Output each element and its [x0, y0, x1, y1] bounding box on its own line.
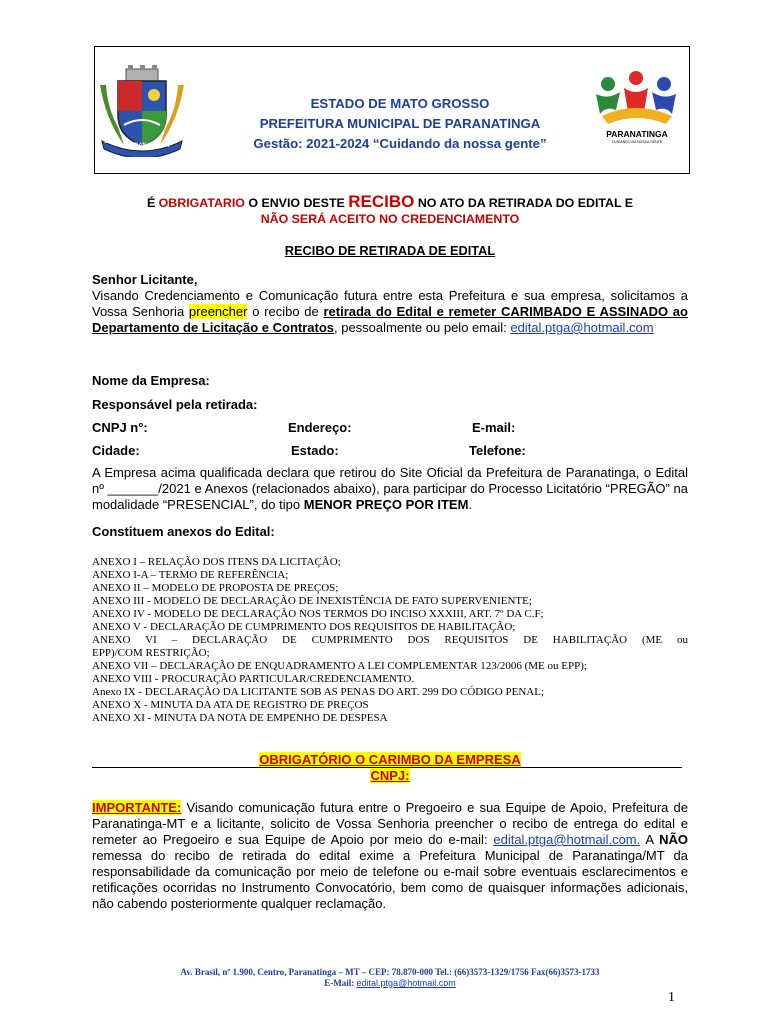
- important-text: A: [640, 832, 660, 847]
- footer-email-line: [92, 978, 688, 988]
- list-item: ANEXO V - DECLARAÇÃO DE CUMPRIMENTO DOS REQUISITOS DE HABILITAÇÃO;: [92, 621, 516, 633]
- warning-text: É: [146, 196, 156, 210]
- intro-instruction: retirada do Edital e remeter CARIMBADO E ASSINADO ao Departamento de Licitação e Contratos: [92, 304, 688, 335]
- list-item: ANEXO VI – DECLARAÇÃO DE CUMPRIMENTO DOS REQUISITOS DE HABILITAÇÃO (ME ou: [92, 634, 688, 646]
- crest-year-left: 1964: [104, 139, 116, 145]
- footer-email-label: E-Mail:: [324, 978, 355, 988]
- intro-text: Visando Credenciamento e Comunicação futura entre esta Prefeitura e sua empresa, solicitamos a Vossa Senhoria: [92, 288, 688, 319]
- stamp-cnpj-heading: [92, 768, 688, 783]
- list-item: Anexo IX - DECLARAÇÃO DA LICITANTE SOB AS PENAS DO ART. 299 DO CÓDIGO PENAL;: [92, 686, 545, 698]
- warning-text: NO ATO DA RETIRADA DO EDITAL E: [417, 196, 634, 210]
- footer-email-link[interactable]: edital.ptga@hotmail.com: [356, 978, 456, 988]
- warning-line-1: [92, 192, 688, 212]
- stamp-required-heading: [92, 752, 688, 767]
- warning-obrigatario: OBRIGATARIO: [158, 196, 245, 210]
- list-item: ANEXO XI - MINUTA DA NOTA DE EMPENHO DE DESPESA: [92, 712, 388, 724]
- list-item: ANEXO III - MODELO DE DECLARAÇÃO DE INEXISTÊNCIA DE FATO SUPERVENIENTE;: [92, 595, 532, 607]
- intro-paragraph: [92, 288, 688, 336]
- administration-motto: Gestão: 2021-2024 “Cuidando da nossa gente”: [253, 136, 547, 151]
- important-paragraph: [92, 800, 688, 912]
- field-state: Estado:: [291, 443, 339, 458]
- crest-year-right: 1979: [166, 139, 178, 145]
- important-nao: NÃO: [659, 832, 688, 847]
- declaration-text: .: [468, 497, 473, 512]
- field-cnpj: CNPJ n°:: [92, 420, 148, 435]
- intro-text: , pessoalmente ou pelo email:: [334, 320, 507, 335]
- city-hall-name: PREFEITURA MUNICIPAL DE PARANATINGA: [259, 116, 541, 131]
- list-item: ANEXO VIII - PROCURAÇÃO PARTICULAR/CREDENCIAMENTO.: [92, 673, 415, 685]
- warning-line-2: NÃO SERÁ ACEITO NO CREDENCIAMENTO: [260, 212, 520, 226]
- intro-text: o recibo de: [252, 304, 319, 319]
- intro-email-link[interactable]: edital.ptga@hotmail.com: [510, 320, 654, 335]
- list-item: ANEXO X - MINUTA DA ATA DE REGISTRO DE PREÇOS: [92, 699, 369, 711]
- field-phone: Telefone:: [469, 443, 526, 458]
- field-company-name: Nome da Empresa:: [92, 373, 210, 388]
- field-email: E-mail:: [472, 420, 516, 435]
- declaration-criteria: MENOR PREÇO POR ITEM: [303, 497, 469, 512]
- field-responsible: Responsável pela retirada:: [92, 397, 258, 412]
- list-item: ANEXO I-A – TERMO DE REFERÊNCIA;: [92, 569, 289, 581]
- list-item: ANEXO IV - MODELO DE DECLARAÇÃO NOS TERMOS DO INCISO XXXIII, ART. 7º DA C.F;: [92, 608, 544, 620]
- important-label: IMPORTANTE:: [92, 800, 182, 815]
- stamp-line-1: OBRIGATÓRIO O CARIMBO DA EMPRESA: [259, 752, 521, 767]
- logo-tagline: CUIDANDO DA NOSSA GENTE: [611, 140, 663, 144]
- field-city: Cidade:: [92, 443, 140, 458]
- intro-highlight: preencher: [188, 304, 248, 319]
- state-name: ESTADO DE MATO GROSSO: [310, 96, 490, 111]
- crest-banner-text: PARANATINGA: [126, 143, 170, 149]
- important-email-link[interactable]: edital.ptga@hotmail.com.: [493, 832, 641, 847]
- annexes-title: Constituem anexos do Edital:: [92, 524, 275, 539]
- important-text: remessa do recibo de retirada do edital exime a Prefeitura Municipal de Paranatinga/MT da responsabilidade da comunicação por meio de telefone ou e-mail sobre eventuais esclarecimentos e retificações ocorridas no Instrumento Convocatório, bem como de quaisquer informações adicionais, não cabendo posteriormente qualquer reclamação.: [92, 848, 688, 911]
- salutation: Senhor Licitante,: [92, 272, 198, 287]
- annexes-list: [92, 556, 688, 725]
- list-item: ANEXO VII – DECLARAÇÃO DE ENQUADRAMENTO A LEI COMPLEMENTAR 123/2006 (ME ou EPP);: [92, 660, 587, 672]
- important-text: Visando comunicação futura entre o Pregoeiro e sua Equipe de Apoio, Prefeitura de Paranatinga-MT e a licitante, solicito de Vossa Senhoria preencher o recibo de entrega do edital e remeter ao Pregoeiro e sua Equipe de Apoio por meio do e-mail:: [92, 800, 688, 847]
- page-number: 1: [668, 990, 675, 1005]
- warning-text: O ENVIO DESTE: [248, 196, 345, 210]
- logo-wordmark: PARANATINGA: [606, 129, 668, 139]
- declaration-text: A Empresa acima qualificada declara que retirou do Site Oficial da Prefeitura de Paranatinga, o Edital nº _______/2021 e Anexos (relacionados abaixo), para participar do Processo Licitatório “PREGÃO” na modalidade “PRESENCIAL”, do tipo: [92, 465, 688, 512]
- list-item: ANEXO I – RELAÇÃO DOS ITENS DA LICITAÇÃO;: [92, 556, 341, 568]
- warning-recibo: RECIBO: [348, 192, 415, 211]
- stamp-line-2: CNPJ:: [370, 768, 410, 783]
- document-title: RECIBO DE RETIRADA DE EDITAL: [284, 243, 496, 258]
- field-address: Endereço:: [288, 420, 352, 435]
- list-item: EPP)/COM RESTRIÇÃO;: [92, 647, 210, 659]
- list-item: ANEXO II – MODELO DE PROPOSTA DE PREÇOS;: [92, 582, 339, 594]
- declaration-paragraph: [92, 465, 688, 513]
- footer-address: Av. Brasil, nº 1.900, Centro, Paranatinga – MT – CEP: 78.870-000 Tel.: (66)3573-1329/1756 Fax(66)3573-1733: [180, 967, 600, 977]
